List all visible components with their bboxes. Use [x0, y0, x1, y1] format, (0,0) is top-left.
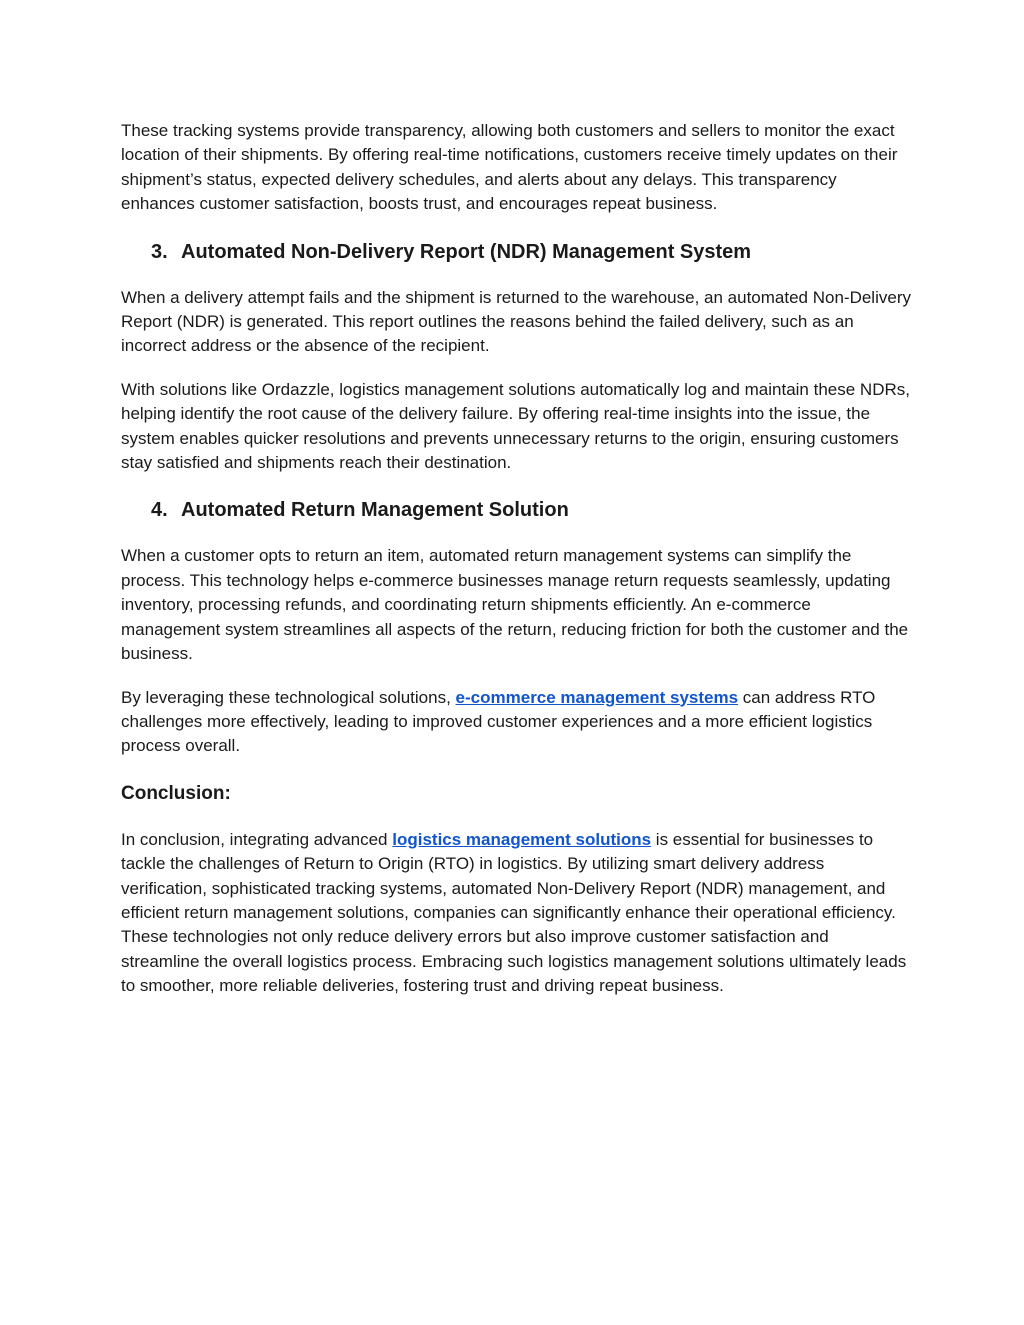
conclusion-after: is essential for businesses to tackle the challenges of Return to Origin (RTO) in logistics. By utilizing smart delivery address verification, sophisticated tracking systems, automated Non-Delivery Report (NDR) management, and efficient return management solutions, companies can significantly enhance their operational efficiency. These technologies not only reduce delivery errors but also improve customer satisfaction and streamline the overall logistics process. Embracing such logistics management solutions ultimately leads to smoother, more reliable deliveries, fostering trust and driving repeat business.: [121, 829, 907, 996]
section-3-paragraph-1: When a delivery attempt fails and the shipment is returned to the warehouse, an automated Non-Delivery Report (NDR) is generated. This report outlines the reasons behind the failed delivery, such as an incorrect address or the absence of the recipient.: [121, 287, 911, 356]
section-4-paragraph-1: When a customer opts to return an item, automated return management systems can simplify the process. This technology helps e-commerce businesses manage return requests seamlessly, updating inventory, processing refunds, and coordinating return shipments efficiently. An e-commerce management system streamlines all aspects of the return, reducing friction for both the customer and the business.: [121, 546, 909, 664]
section-4-number: 4.: [151, 499, 168, 522]
logistics-management-solutions-link[interactable]: logistics management solutions: [392, 829, 652, 849]
conclusion-paragraph: [121, 828, 911, 999]
section-4-paragraph-2-after: can address RTO challenges more effectively, leading to improved customer experiences and a more efficient logistics process overall.: [121, 687, 876, 756]
section-3-number: 3.: [151, 240, 168, 263]
conclusion-heading: Conclusion:: [121, 782, 231, 804]
document-page: [121, 119, 911, 999]
section-4-title: Automated Return Management Solution: [181, 499, 569, 522]
conclusion-before: In conclusion, integrating advanced: [121, 829, 393, 849]
intro-paragraph: These tracking systems provide transparency, allowing both customers and sellers to monitor the exact location of their shipments. By offering real-time notifications, customers receive timely updates on their shipment’s status, expected delivery schedules, and alerts about any delays. This transparency enhances customer satisfaction, boosts trust, and encourages repeat business.: [121, 121, 898, 214]
section-4-paragraph-2: [121, 686, 911, 759]
section-3-paragraph-2: With solutions like Ordazzle, logistics management solutions automatically log and maintain these NDRs, helping identify the root cause of the delivery failure. By offering real-time insights into the issue, the system enables quicker resolutions and prevents unnecessary returns to the origin, ensuring customers stay satisfied and shipments reach their destination.: [121, 379, 910, 473]
section-3-title: Automated Non-Delivery Report (NDR) Management System: [181, 240, 752, 263]
ecommerce-management-systems-link[interactable]: e-commerce management systems: [455, 687, 739, 707]
section-4-paragraph-2-before: By leveraging these technological solutions,: [121, 687, 456, 707]
section-3-heading: [121, 239, 911, 265]
section-4-heading: [121, 497, 911, 523]
